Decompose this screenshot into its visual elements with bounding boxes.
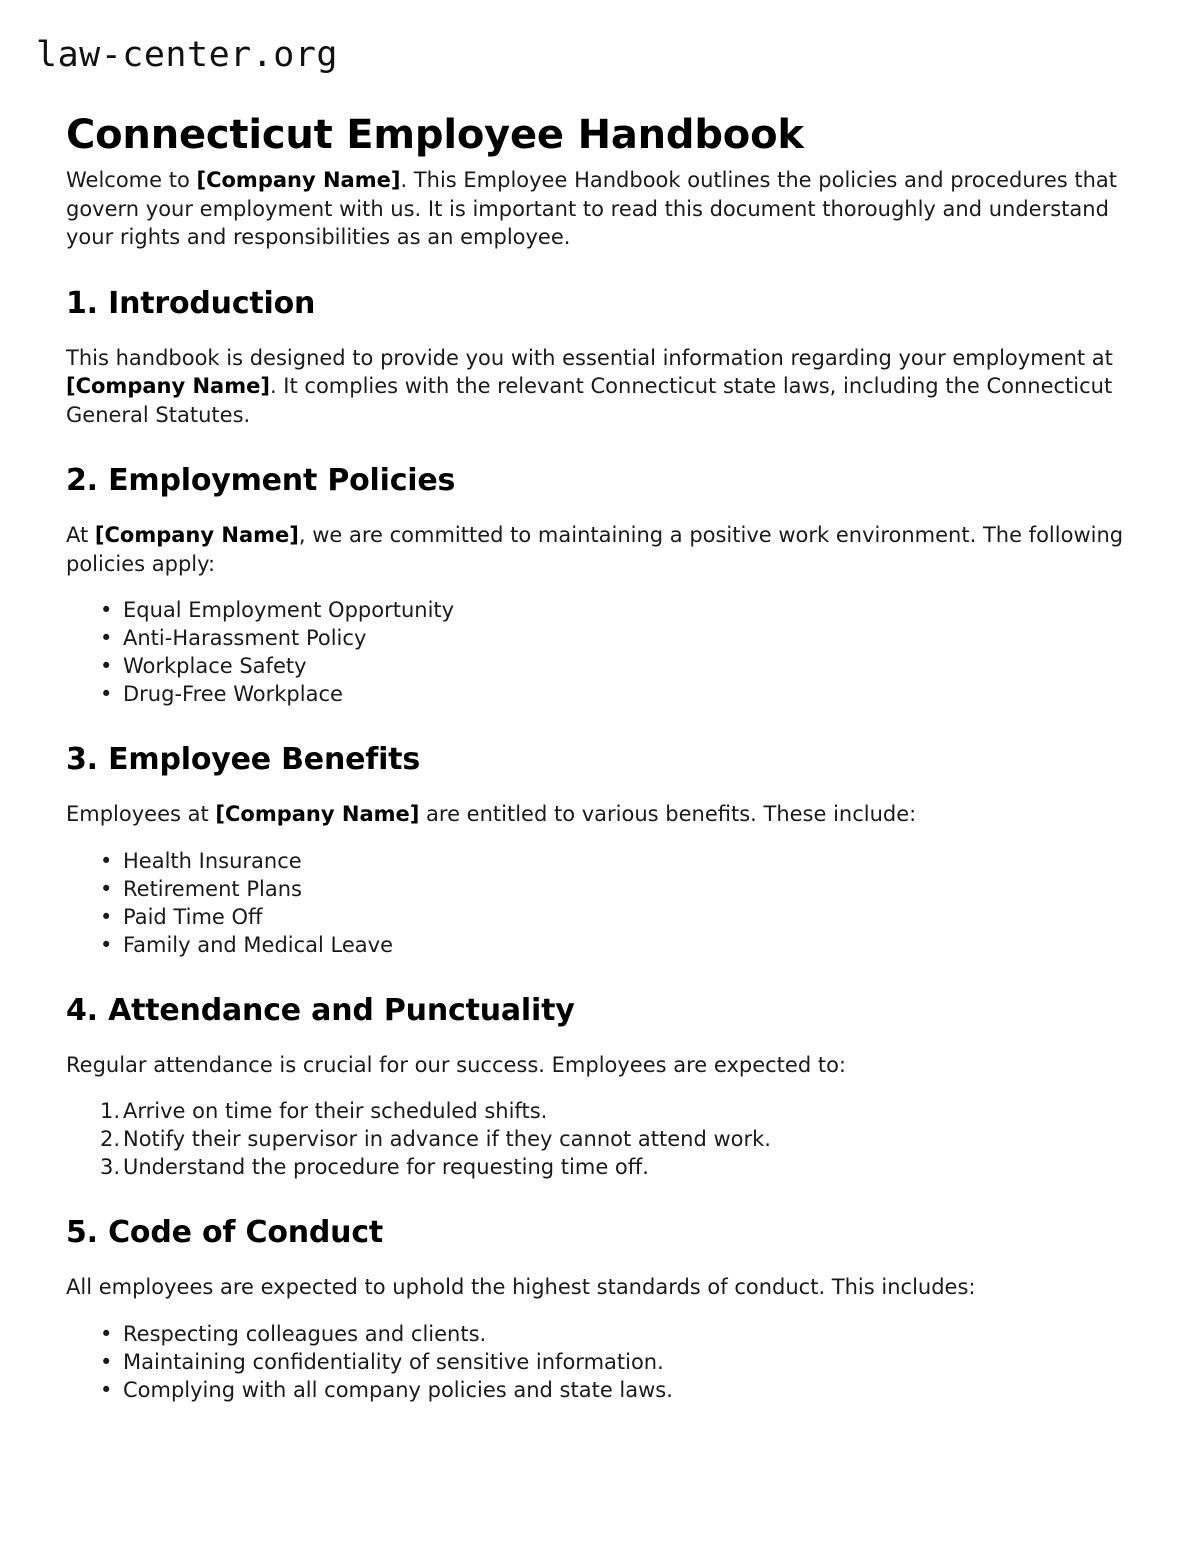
section-heading-2: 2. Employment Policies [66, 463, 456, 498]
bullet-icon: • [100, 932, 113, 957]
section-1-text-part2: . It complies with the relevant Connecticut state laws, including the Connecticut General Statutes. [66, 374, 1113, 427]
list-item [66, 1348, 1126, 1376]
list-item-label: Arrive on time for their scheduled shifts. [123, 1099, 548, 1123]
code-of-conduct-list [66, 1320, 1126, 1404]
list-item-label: Understand the procedure for requesting time off. [123, 1155, 649, 1179]
list-item [66, 1320, 1126, 1348]
bullet-icon: • [100, 598, 113, 622]
attendance-expectations-list [66, 1097, 1126, 1181]
section-paragraph-1 [66, 344, 1126, 430]
list-item [66, 931, 1126, 959]
list-item-label: Notify their supervisor in advance if they cannot attend work. [123, 1127, 771, 1151]
bullet-icon: • [100, 904, 113, 929]
section-3-text-part2: are entitled to various benefits. These include: [419, 802, 917, 826]
bullet-icon: • [100, 626, 113, 650]
list-item-label: Anti-Harassment Policy [123, 626, 367, 650]
list-item [66, 1125, 1126, 1153]
list-item-label: Drug-Free Workplace [123, 682, 343, 706]
list-number: 3. [100, 1155, 121, 1179]
section-paragraph-2 [66, 521, 1126, 578]
intro-text-part1: Welcome to [66, 168, 197, 192]
section-2-text-part2: , we are committed to maintaining a positive work environment. The following policies apply: [66, 523, 1124, 576]
section-paragraph-3 [66, 800, 1126, 829]
list-item [66, 875, 1126, 903]
section-1-text-part1: This handbook is designed to provide you with essential information regarding your employment at [66, 345, 1113, 370]
list-item [66, 596, 1126, 624]
list-item [66, 624, 1126, 652]
company-name-placeholder: [Company Name] [94, 523, 299, 547]
list-item [66, 652, 1126, 680]
company-name-placeholder: [Company Name] [215, 802, 420, 826]
company-name-placeholder: [Company Name] [196, 168, 401, 192]
list-item [66, 680, 1126, 708]
section-heading-3: 3. Employee Benefits [66, 742, 420, 777]
bullet-icon: • [100, 1349, 113, 1374]
list-item-label: Complying with all company policies and state laws. [123, 1377, 673, 1402]
intro-text-part2: . This Employee Handbook outlines the policies and procedures that govern your employment with us. It is important to read this document thoroughly and understand your rights and responsibilities as an employee. [66, 168, 1118, 249]
section-paragraph-4: Regular attendance is crucial for our success. Employees are expected to: [66, 1052, 846, 1077]
bullet-icon: • [100, 682, 113, 706]
list-item-label: Workplace Safety [123, 654, 307, 678]
bullet-icon: • [100, 1377, 113, 1402]
bullet-icon: • [100, 876, 113, 901]
site-name: law-center.org [36, 35, 339, 75]
list-item-label: Equal Employment Opportunity [123, 598, 455, 622]
bullet-icon: • [100, 848, 113, 873]
employee-benefits-list [66, 847, 1126, 959]
list-item [66, 903, 1126, 931]
section-paragraph-5: All employees are expected to uphold the highest standards of conduct. This includes: [66, 1275, 976, 1299]
list-number: 1. [100, 1099, 121, 1123]
list-item-label: Family and Medical Leave [123, 932, 394, 957]
list-item-label: Paid Time Off [123, 904, 263, 929]
list-item [66, 1153, 1126, 1181]
list-item [66, 1376, 1126, 1404]
section-heading-1: 1. Introduction [66, 285, 316, 321]
list-item [66, 847, 1126, 875]
document-body [66, 166, 1126, 1404]
section-heading-5: 5. Code of Conduct [66, 1215, 384, 1250]
list-item-label: Maintaining confidentiality of sensitive information. [123, 1349, 664, 1374]
section-2-text-part1: At [66, 523, 95, 547]
employment-policies-list [66, 596, 1126, 708]
section-heading-4: 4. Attendance and Punctuality [66, 992, 575, 1028]
list-item-label: Retirement Plans [123, 876, 302, 901]
bullet-icon: • [100, 654, 113, 678]
section-3-text-part1: Employees at [66, 802, 216, 826]
bullet-icon: • [100, 1321, 113, 1346]
list-number: 2. [100, 1127, 121, 1151]
page-title: Connecticut Employee Handbook [66, 111, 804, 158]
company-name-placeholder: [Company Name] [66, 374, 270, 398]
list-item-label: Respecting colleagues and clients. [123, 1321, 487, 1346]
list-item [66, 1097, 1126, 1125]
list-item-label: Health Insurance [123, 848, 302, 873]
intro-paragraph [66, 166, 1126, 252]
